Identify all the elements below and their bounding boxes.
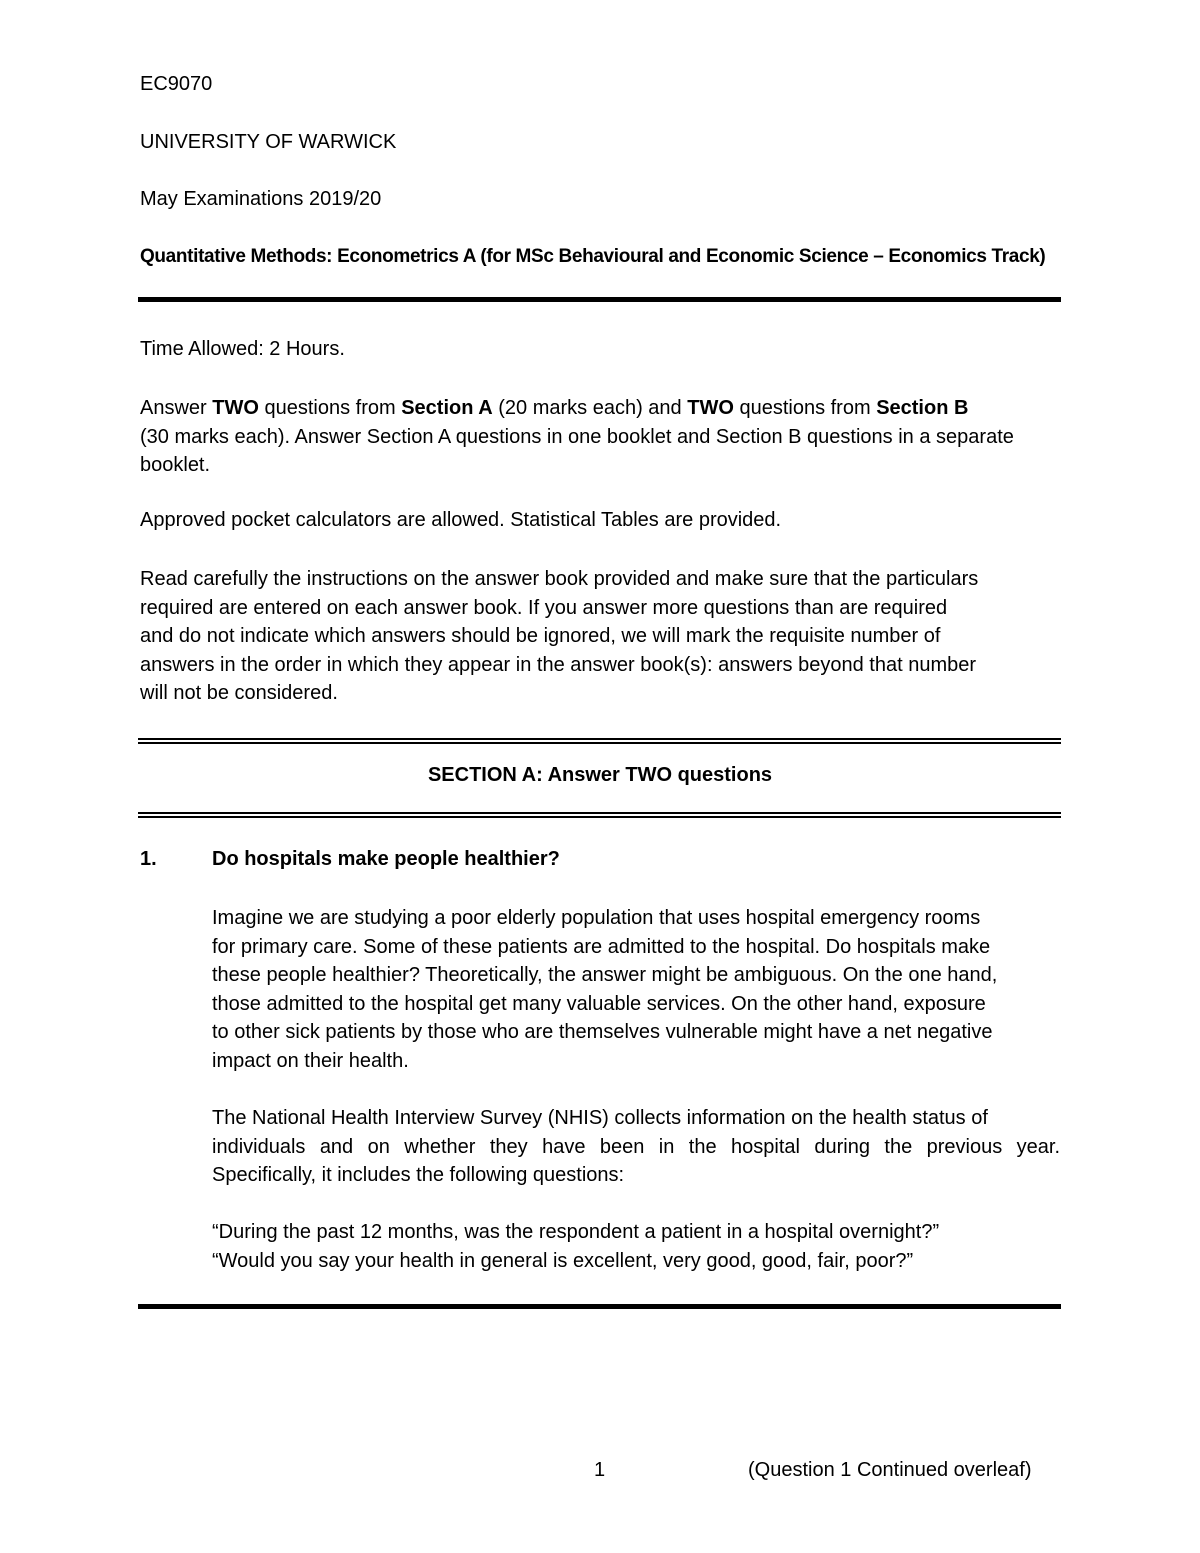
calculator-note: Approved pocket calculators are allowed. Statistical Tables are provided. [140, 509, 782, 531]
question-line: for primary care. Some of these patients are admitted to the hospital. Do hospitals make [212, 935, 991, 958]
answer-rule-text: (20 marks each) and [492, 397, 688, 419]
question-line: impact on their health. [212, 1049, 409, 1072]
continued-note: (Question 1 Continued overleaf) [748, 1459, 1032, 1481]
answer-rule-emphasis: Section B [876, 397, 969, 419]
answer-rule-line2: (30 marks each). Answer Section A questions in one booklet and Section B questions in a separate [140, 425, 1014, 448]
question-line: The National Health Interview Survey (NHIS) collects information on the health status of [212, 1107, 988, 1129]
page-number: 1 [594, 1459, 606, 1481]
answer-rule-line3: booklet. [140, 454, 211, 477]
survey-questions [212, 1218, 939, 1275]
module-title: Quantitative Methods: Econometrics A (for MSc Behavioural and Economic Science – Economics Track) [140, 246, 1046, 267]
question-line: to other sick patients by those who are themselves vulnerable might have a net negative [212, 1021, 993, 1044]
read-carefully-line: Read carefully the instructions on the answer book provided and make sure that the particulars [140, 568, 979, 590]
section-divider-bottom [138, 812, 1061, 818]
read-carefully-paragraph [140, 565, 978, 708]
read-carefully-line: answers in the order in which they appear in the answer book(s): answers beyond that number [140, 653, 977, 676]
question-line: these people healthier? Theoretically, the answer might be ambiguous. On the one hand, [212, 964, 998, 987]
question-paragraph-1 [212, 904, 997, 1076]
exam-session: May Examinations 2019/20 [140, 188, 382, 210]
university-name: UNIVERSITY OF WARWICK [140, 131, 397, 153]
question-line: individuals and on whether they have been in the hospital during the previous year. [212, 1135, 1060, 1158]
read-carefully-line: required are entered on each answer book. If you answer more questions than are required [140, 596, 948, 619]
course-code: EC9070 [140, 73, 213, 95]
question-line: those admitted to the hospital get many valuable services. On the other hand, exposure [212, 992, 986, 1015]
question-divider [138, 1304, 1061, 1309]
question-line: Imagine we are studying a poor elderly population that uses hospital emergency rooms [212, 907, 981, 929]
survey-question-line: “Would you say your health in general is excellent, very good, good, fair, poor?” [212, 1249, 914, 1272]
answer-rule-text: questions from [258, 397, 402, 419]
question-paragraph-2 [212, 1104, 1060, 1190]
answer-rule [140, 394, 1014, 480]
read-carefully-line: and do not indicate which answers should be ignored, we will mark the requisite number of [140, 625, 941, 648]
question-title: Do hospitals make people healthier? [212, 848, 560, 870]
question-number: 1. [140, 848, 157, 870]
answer-rule-text: questions from [733, 397, 877, 419]
answer-rule-emphasis: Section A [401, 397, 493, 419]
header-divider [138, 297, 1061, 302]
section-divider-top [138, 738, 1061, 744]
read-carefully-line: will not be considered. [140, 682, 338, 705]
answer-rule-emphasis: TWO [212, 397, 259, 419]
question-line: Specifically, it includes the following questions: [212, 1164, 625, 1187]
answer-rule-text: Answer [140, 397, 213, 419]
time-allowed: Time Allowed: 2 Hours. [140, 338, 345, 360]
survey-question-line: “During the past 12 months, was the respondent a patient in a hospital overnight?” [212, 1221, 940, 1243]
answer-rule-emphasis: TWO [687, 397, 734, 419]
answer-rule-line1 [140, 394, 1014, 423]
section-a-heading: SECTION A: Answer TWO questions [427, 764, 773, 786]
